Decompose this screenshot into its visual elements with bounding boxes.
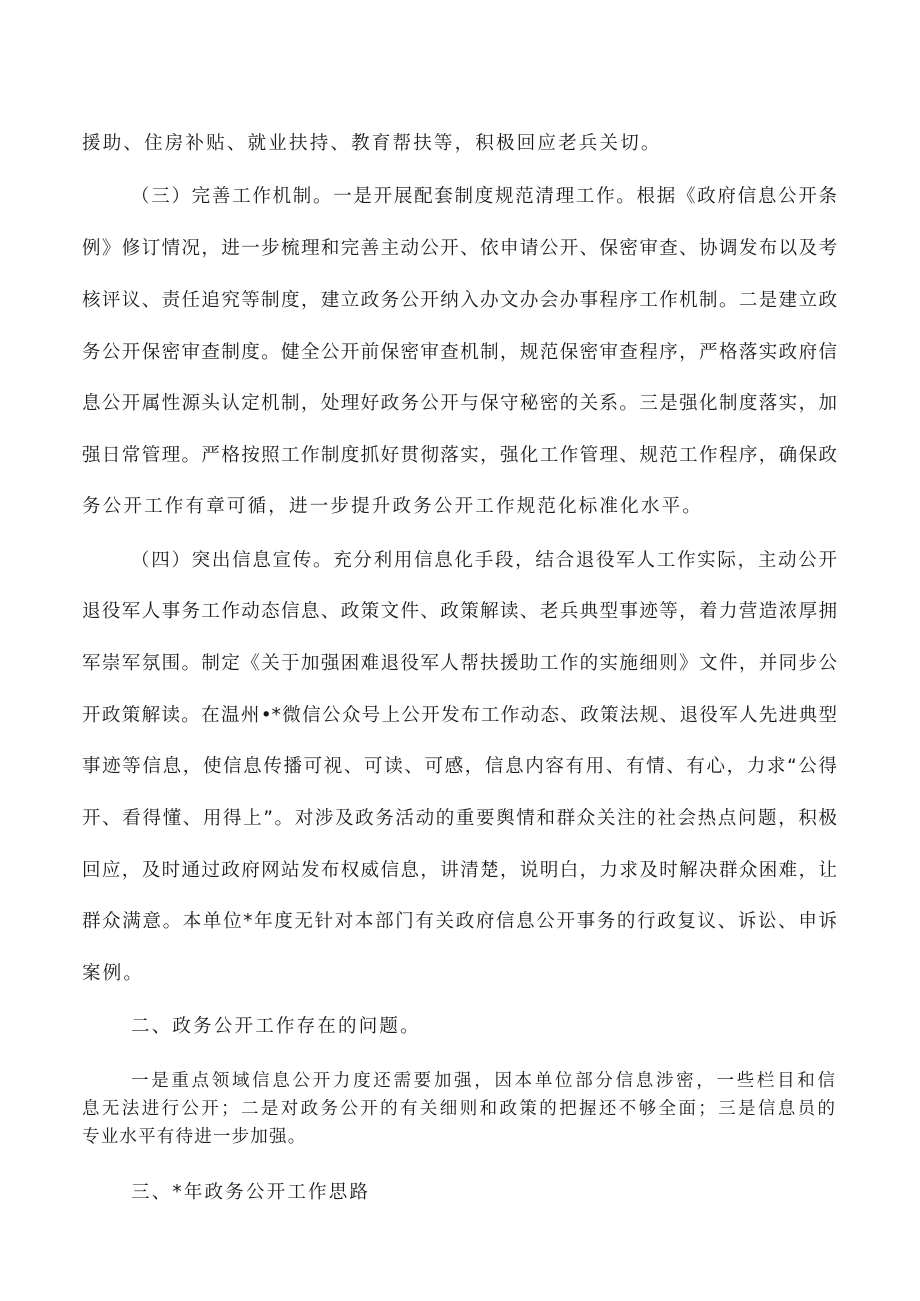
paragraph-4-line-7: 回应，及时通过政府网站发布权威信息，讲清楚，说明白，力求及时解决群众困难，让 (82, 860, 837, 881)
paragraph-problems-line-1: 一是重点领域信息公开力度还需要加强，因本单位部分信息涉密，一些栏目和信 (131, 1071, 835, 1091)
paragraph-4-line-1: （四）突出信息宣传。充分利用信息化手段，结合退役军人工作实际，主动公开 (131, 550, 837, 571)
paragraph-intro-line-1: 援助、住房补贴、就业扶持、教育帮扶等，积极回应老兵关切。 (82, 133, 662, 154)
paragraph-3-line-3: 核评议、责任追究等制度，建立政务公开纳入办文办会办事程序工作机制。二是建立政 (82, 290, 837, 311)
section-heading-plan: 三、*年政务公开工作思路 (131, 1182, 371, 1203)
paragraph-3-line-2: 例》修订情况，进一步梳理和完善主动公开、依申请公开、保密审查、协调发布以及考 (82, 238, 837, 259)
paragraph-3-line-5: 息公开属性源头认定机制，处理好政务公开与保守秘密的关系。三是强化制度落实，加 (82, 393, 837, 414)
paragraph-4-line-3: 军崇军氛围。制定《关于加强困难退役军人帮扶援助工作的实施细则》文件，并同步公 (82, 653, 837, 674)
paragraph-4-line-2: 退役军人事务工作动态信息、政策文件、政策解读、老兵典型事迹等，着力营造浓厚拥 (82, 601, 837, 622)
paragraph-4-line-5: 事迹等信息，使信息传播可视、可读、可感，信息内容有用、有情、有心，力求“公得 (82, 756, 837, 777)
paragraph-4-line-6: 开、看得懂、用得上”。对涉及政务活动的重要舆情和群众关注的社会热点问题，积极 (82, 808, 837, 829)
paragraph-3-line-4: 务公开保密审查制度。健全公开前保密审查机制，规范保密审查程序，严格落实政府信 (82, 342, 837, 363)
paragraph-3-line-6: 强日常管理。严格按照工作制度抓好贯彻落实，强化工作管理、规范工作程序，确保政 (82, 445, 837, 466)
paragraph-3-line-1: （三）完善工作机制。一是开展配套制度规范清理工作。根据《政府信息公开条 (131, 186, 837, 207)
paragraph-problems-line-2: 息无法进行公开；二是对政务公开的有关细则和政策的把握还不够全面；三是信息员的 (82, 1099, 835, 1119)
paragraph-4-line-8: 群众满意。本单位*年度无针对本部门有关政府信息公开事务的行政复议、诉讼、申诉 (82, 911, 837, 932)
paragraph-4-line-9: 案例。 (82, 963, 145, 984)
paragraph-problems-line-3: 专业水平有待进一步加强。 (82, 1127, 307, 1147)
section-heading-problems: 二、政务公开工作存在的问题。 (131, 1016, 421, 1037)
paragraph-3-line-7: 务公开工作有章可循，进一步提升政务公开工作规范化标准化水平。 (82, 496, 704, 517)
paragraph-4-line-4: 开政策解读。在温州•*微信公众号上公开发布工作动态、政策法规、退役军人先进典型 (82, 705, 837, 726)
